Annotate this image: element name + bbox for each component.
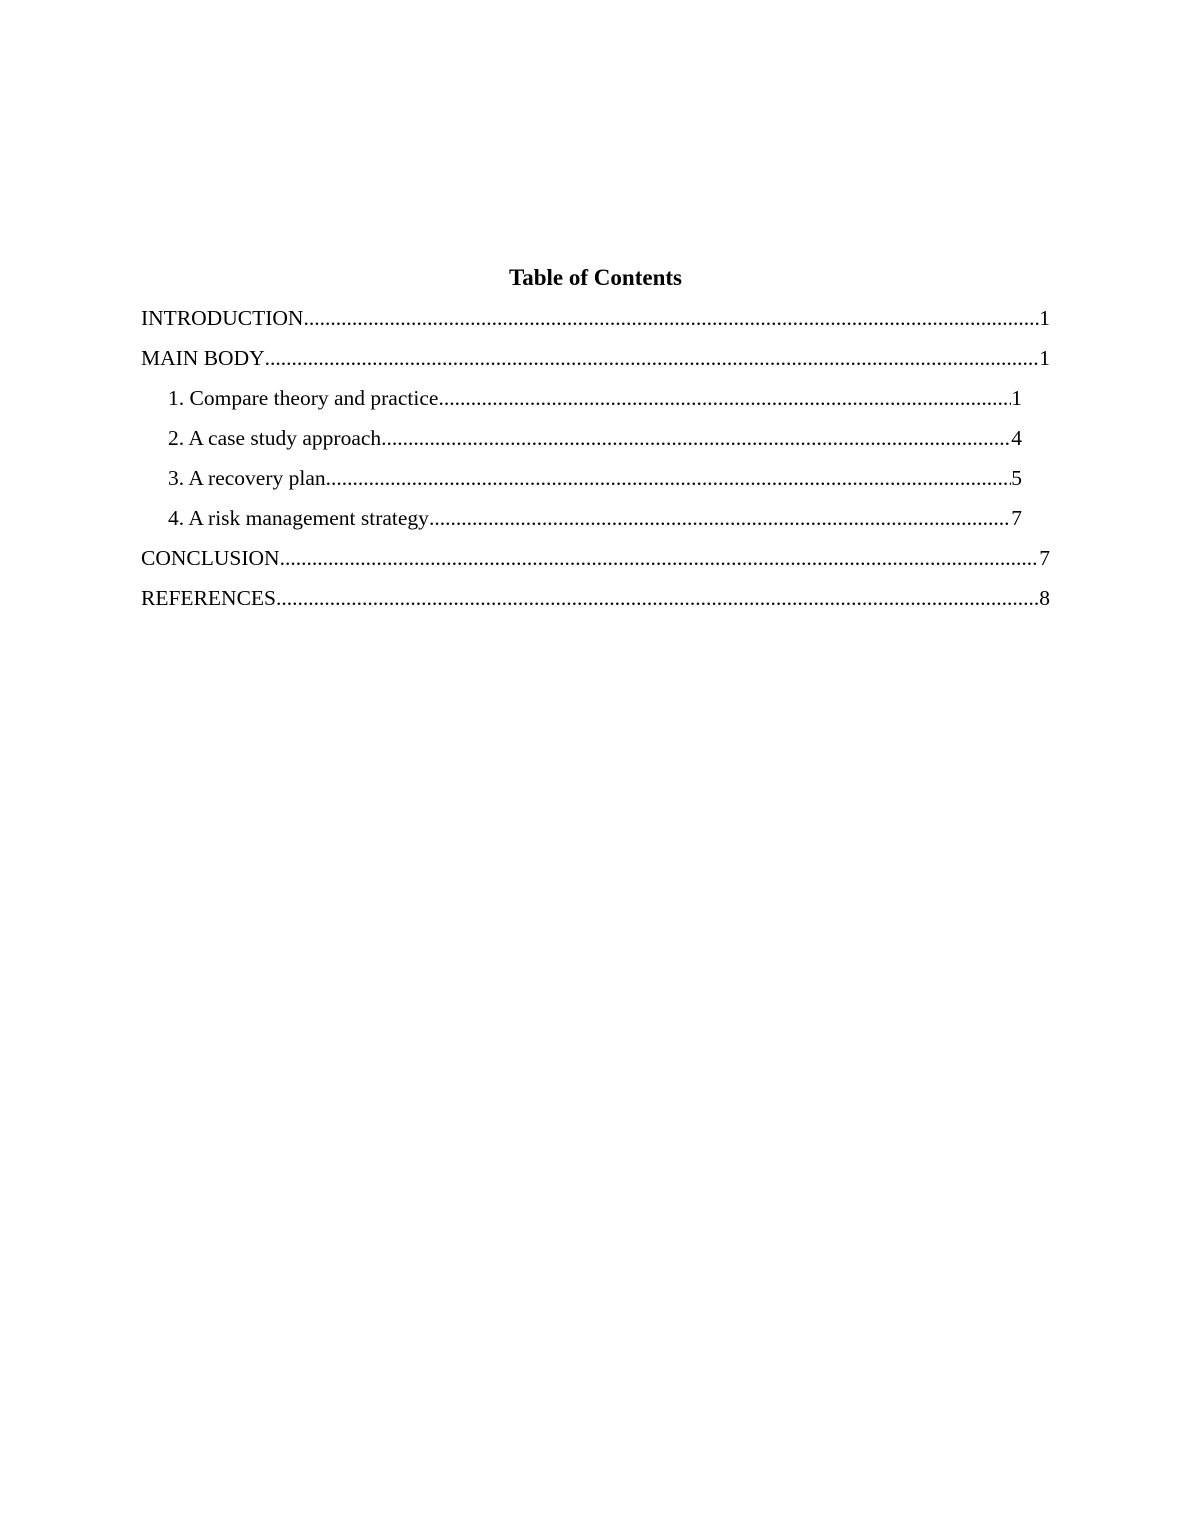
toc-entry-introduction[interactable] bbox=[141, 298, 1050, 338]
toc-page-number: 7 bbox=[1011, 506, 1022, 530]
toc-dot-leader bbox=[326, 458, 1012, 498]
toc-page-number: 1 bbox=[1039, 346, 1050, 370]
toc-entry-label: MAIN BODY bbox=[141, 346, 265, 370]
toc-entry-label: REFERENCES bbox=[141, 586, 276, 610]
toc-dot-leader bbox=[429, 498, 1011, 538]
toc-page-number: 5 bbox=[1011, 466, 1022, 490]
toc-entry-label: 2. A case study approach bbox=[168, 426, 382, 450]
toc-entry-label: 4. A risk management strategy bbox=[168, 506, 429, 530]
toc-entry-label: 1. Compare theory and practice bbox=[168, 386, 439, 410]
toc-dot-leader bbox=[280, 538, 1040, 578]
toc-entry-case-study[interactable] bbox=[141, 418, 1022, 458]
toc-page-number: 1 bbox=[1011, 386, 1022, 410]
toc-dot-leader bbox=[303, 298, 1039, 338]
toc-dot-leader bbox=[438, 378, 1011, 418]
toc-list bbox=[141, 298, 1050, 618]
toc-dot-leader bbox=[276, 578, 1039, 618]
toc-entry-risk-management[interactable] bbox=[141, 498, 1022, 538]
toc-entry-label: 3. A recovery plan bbox=[168, 466, 326, 490]
toc-entry-recovery-plan[interactable] bbox=[141, 458, 1022, 498]
toc-page-number: 1 bbox=[1039, 306, 1050, 330]
toc-entry-label: CONCLUSION bbox=[141, 546, 280, 570]
toc-title: Table of Contents bbox=[509, 265, 682, 290]
toc-dot-leader bbox=[265, 338, 1040, 378]
toc-entry-main-body[interactable] bbox=[141, 338, 1050, 378]
toc-page-number: 4 bbox=[1011, 426, 1022, 450]
toc-entry-conclusion[interactable] bbox=[141, 538, 1050, 578]
toc-page-number: 8 bbox=[1039, 586, 1050, 610]
toc-entry-compare-theory[interactable] bbox=[141, 378, 1022, 418]
toc-dot-leader bbox=[381, 418, 1011, 458]
table-of-contents bbox=[141, 258, 1050, 618]
toc-entry-references[interactable] bbox=[141, 578, 1050, 618]
toc-entry-label: INTRODUCTION bbox=[141, 306, 304, 330]
toc-page-number: 7 bbox=[1039, 546, 1050, 570]
